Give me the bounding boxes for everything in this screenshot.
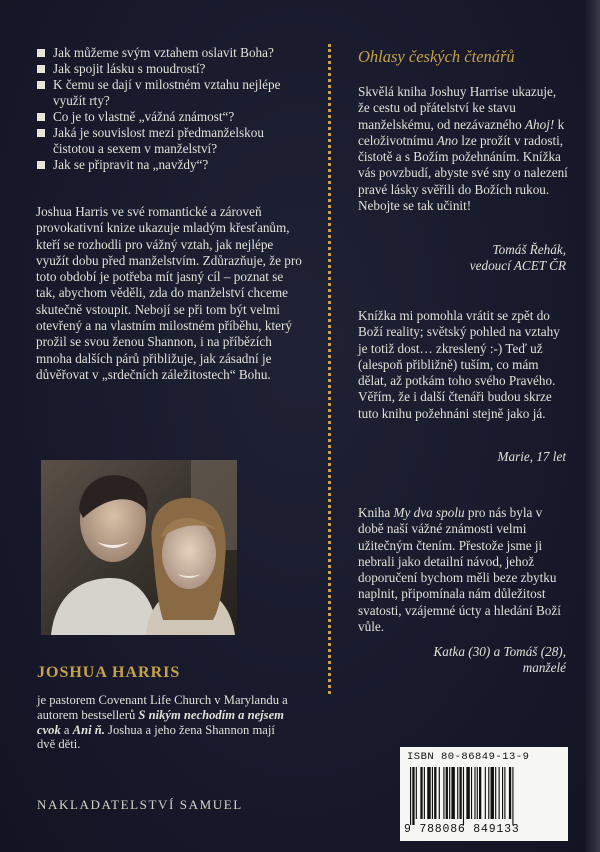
question-item: Jak spojit lásku s moudrostí?	[37, 61, 299, 77]
question-item: K čemu se dají v milostném vztahu nejlépe využít rty?	[37, 77, 299, 108]
square-bullet-icon	[37, 129, 45, 137]
question-list	[37, 45, 299, 173]
square-bullet-icon	[37, 113, 45, 121]
question-item: Co je to vlastně „vážná známost“?	[37, 109, 299, 125]
review-text: Skvělá kniha Joshuy Harrise ukazuje, že cestu od přátelství ke stavu manželskému, od nezávazného Ahoj! k celoživotnímu Ano lze prožít v radosti, čistotě a s Božím požehnáním. Knížka vás povzbudí, abyste své sny o nalezení pravé lásky svěřili do Božích rukou. Nebojte se tak učinit!	[358, 84, 568, 214]
review-signature: Marie, 17 let	[497, 449, 566, 464]
cover-edge	[586, 0, 600, 852]
book-title: S nikým nechodím a nejsem cvok	[37, 707, 284, 737]
dotted-divider	[328, 44, 331, 694]
author-name: JOSHUA HARRIS	[37, 664, 181, 681]
book-description: Joshua Harris ve své romantické a zároveň provokativní knize ukazuje mladým křesťanům, kteří se rozhodli pro vážný vztah, jak nejlépe využít dobu před manželstvím. Zdůrazňuje, že pro toto období je potřeba mít jasný cíl – poznat se tak, abychom věděli, zda do manželství chceme skutečně vstoupit. Nebojí se při tom být velmi otevřený a na vlastním milostném příběhu, který prožil se svou ženou Shannon, i na příbězích mnoha dalších párů přibližuje, jak zásadní je důvěřovat v „srdečních záležitostech“ Bohu.	[36, 204, 302, 382]
square-bullet-icon	[37, 161, 45, 169]
review-signature: Katka (30) a Tomáš (28), manželé	[433, 644, 566, 676]
square-bullet-icon	[37, 65, 45, 73]
square-bullet-icon	[37, 49, 45, 57]
question-item: Jak můžeme svým vztahem oslavit Boha?	[37, 45, 299, 61]
question-item: Jaká je souvislost mezi předmanželskou čistotou a sexem v manželství?	[37, 125, 299, 156]
review-signature: Tomáš Řehák, vedoucí ACET ČR	[469, 242, 566, 274]
author-photo	[41, 460, 237, 635]
reviews-heading: Ohlasy českých čtenářů	[358, 47, 515, 66]
square-bullet-icon	[37, 81, 45, 89]
review-text: Knížka mi pomohla vrátit se zpět do Boží reality; světský pohled na vztahy je totiž dost… zkreslený :-) Teď už (alespoň přibližně) tuším, co mám dělat, až potkám toho svého Pravého. Věřím, že i další čtenáři budou skrze tuto knihu požehnáni stejně jako já.	[358, 308, 560, 421]
question-item: Jak se připravit na „navždy“?	[37, 157, 299, 173]
barcode	[408, 767, 560, 825]
barcode-digits: 9 788086 849133	[404, 823, 520, 836]
isbn-number: ISBN 80-86849-13-9	[407, 751, 530, 763]
author-bio: je pastorem Covenant Life Church v Marylandu a autorem bestsellerů S nikým nechodím a nejsem cvok a Ani ň. Joshua a jeho žena Shannon mají dvě děti.	[37, 693, 288, 752]
book-title: Ani ň.	[72, 722, 105, 737]
review-text: Kniha My dva spolu pro nás byla v době naší vážné známosti velmi užitečným čtením. Přestože jsme ji nebrali jako detailní návod, jehož doporučení bychom měli beze zbytku naplnit, připomínala nám důležitost svatosti, vzájemné úcty a hledání Boží vůle.	[358, 505, 561, 635]
publisher-name: NAKLADATELSTVÍ SAMUEL	[37, 797, 243, 812]
